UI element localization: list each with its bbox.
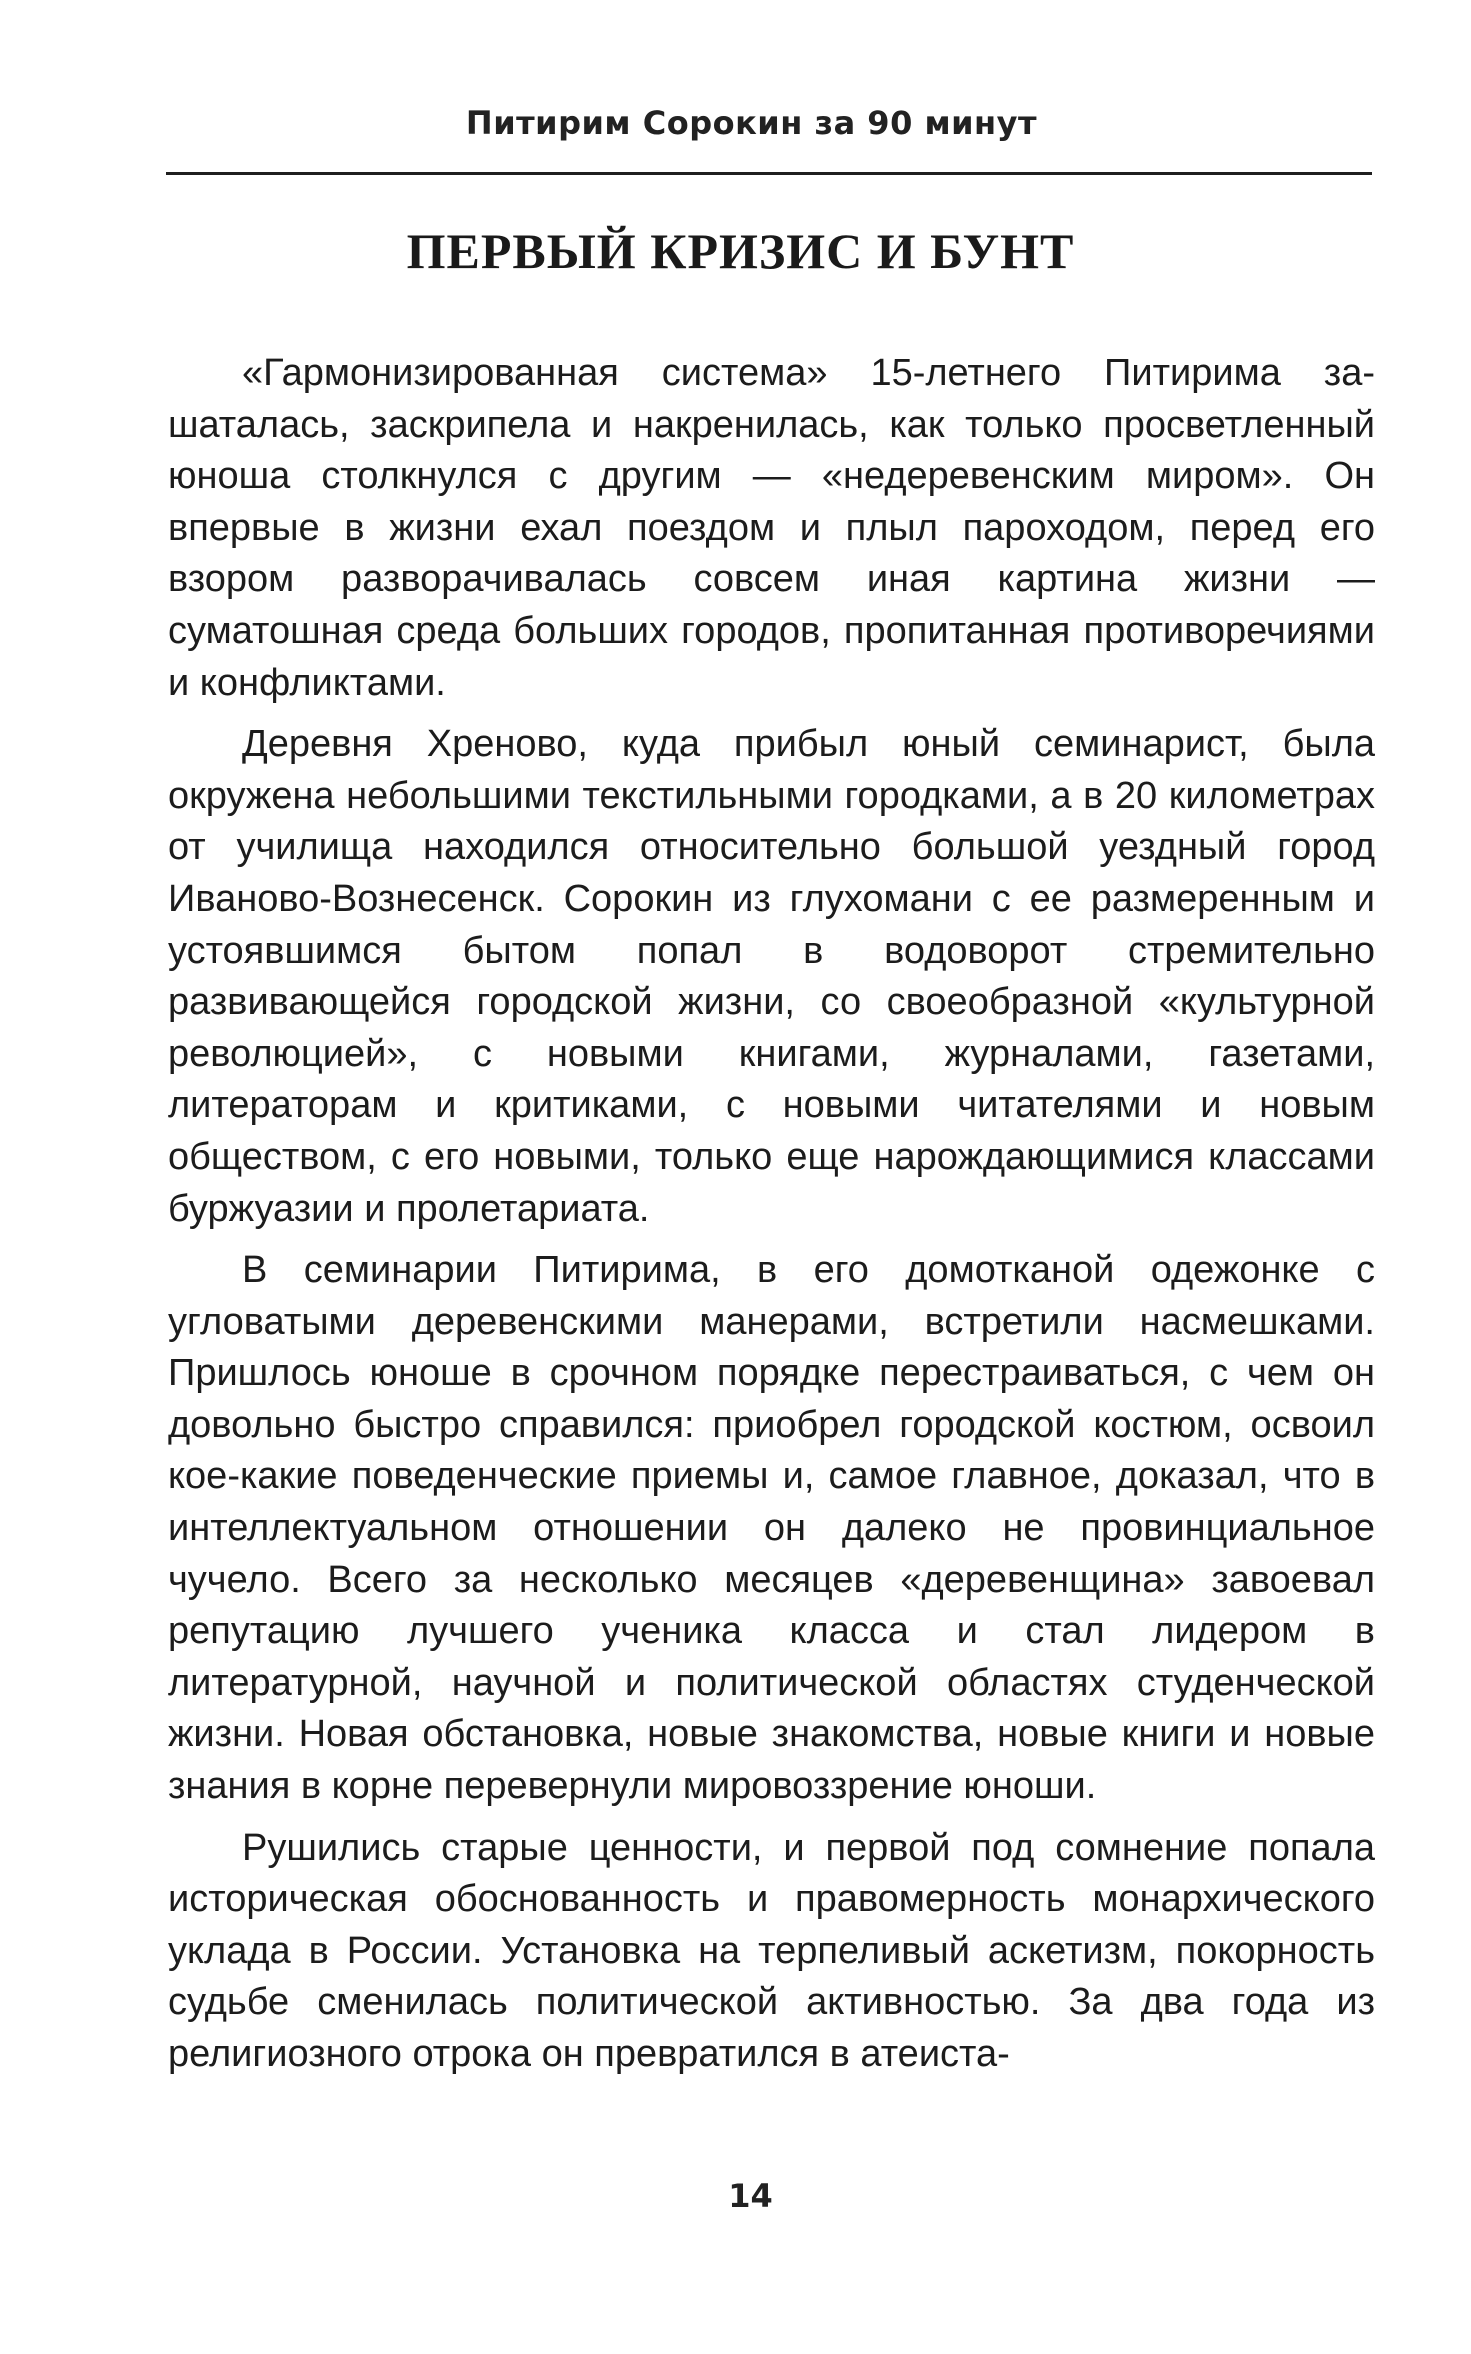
paragraph: Рушились старые ценности, и первой под сомнение попала историческая обоснованность и правомерность монархического уклада в России. Установка на терпеливый аскетизм, покорность судьбе сменилась политической активностью. За два года из религиозного отрока он превратился в атеиста- <box>168 1826 1375 2075</box>
paragraph: «Гармонизированная система» 15-летнего Питирима зашаталась, заскрипела и накренилась, как только просветленный юноша столкнулся с другим — «недеревенским миром». Он впервые в жизни ехал поездом и плыл пароходом, перед его взором разворачивалась совсем иная картина жизни — суматошная среда больших городов, пропитанная противоречиями и конфликтами. <box>168 352 1375 704</box>
chapter-title: ПЕРВЫЙ КРИЗИС И БУНТ <box>406 223 1075 279</box>
page-number: 14 <box>728 2177 773 2215</box>
paragraph: Деревня Хреново, куда прибыл юный семинарист, была окружена небольшими текстильными городками, а в 20 километрах от училища находился относительно большой уездный город Иваново-Вознесенск. Сорокин из глухомани с ее размеренным и устоявшимся бытом попал в водоворот стремительно развивающейся городской жизни, со своеобразной «культурной революцией», с новыми книгами, журналами, газетами, литераторам и критиками, с новыми читателями и новым обществом, с его новыми, только еще нарождающимися классами буржуазии и пролетариата. <box>168 723 1375 1230</box>
body-text <box>168 348 1375 2081</box>
paragraph: В семинарии Питирима, в его домотканой одежонке с угловатыми деревенскими манерами, встретили насмешками. Пришлось юноше в срочном порядке перестраиваться, с чем он довольно быстро справился: приобрел городской костюм, освоил кое-какие поведенческие приемы и, самое главное, доказал, что в интеллектуальном отношении он далеко не провинциальное чучело. Всего за несколько месяцев «деревенщина» завоевал репутацию лучшего ученика класса и стал лидером в литературной, научной и политической областях студенческой жизни. Новая обстановка, новые знакомства, новые книги и новые знания в корне перевернули мировоззрение юноши. <box>168 1249 1375 1808</box>
header-rule <box>166 172 1372 175</box>
running-head: Питирим Сорокин за 90 минут <box>465 104 1038 142</box>
